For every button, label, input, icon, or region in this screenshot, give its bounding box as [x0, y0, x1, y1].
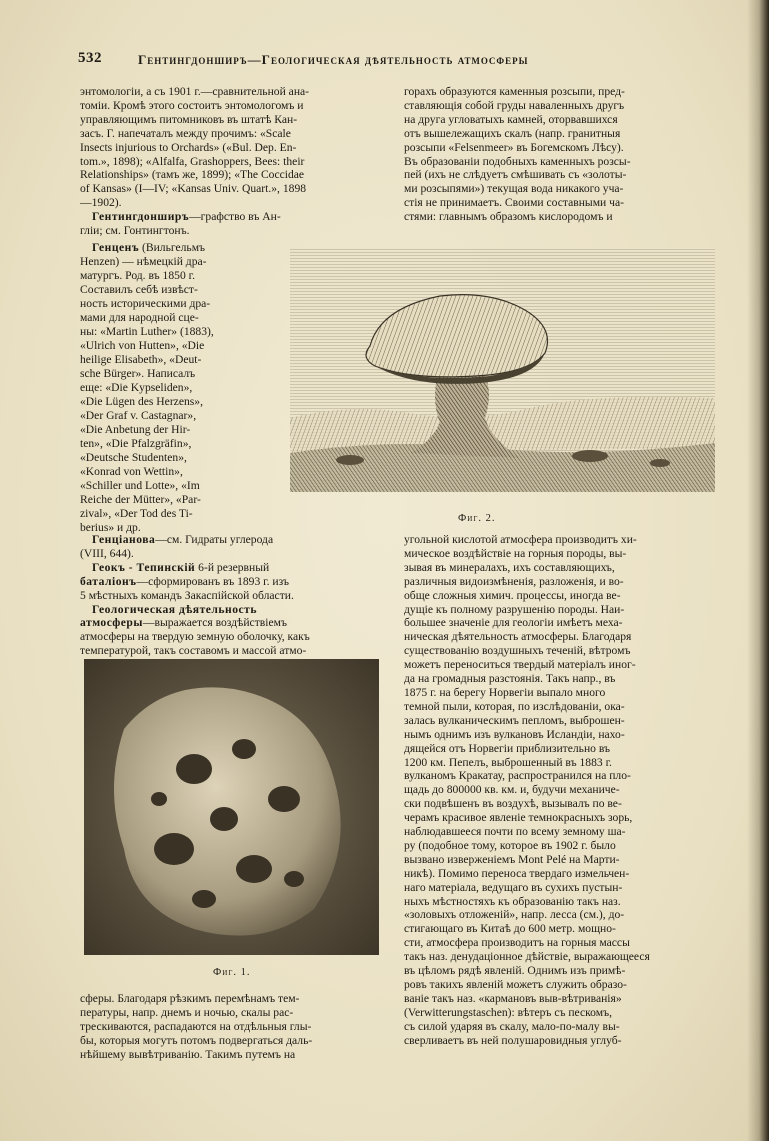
text-line: «Die Lügen des Herzens»,: [80, 395, 203, 408]
figure-1-weathered-rock: [84, 659, 379, 955]
text-line: въ цѣломъ рядѣ явленій. Однимъ изъ примѣ-: [404, 964, 626, 978]
text-line: of Kansas» (I—IV; «Kansas Univ. Quart.», 1898: [80, 182, 307, 196]
text-line: трескиваются, распадаются на отдѣльныя глы-: [80, 1019, 312, 1033]
text-line: «Konrad von Wettin»,: [80, 465, 183, 478]
text-line: пературы, напр. днемъ и ночью, скалы рас-: [80, 1005, 294, 1019]
text-line: мическое воздѣйствіе на горныя породы, вы-: [404, 546, 627, 560]
text-line: «золовыхъ отложеній», напр. лесса (см.), до-: [404, 908, 625, 922]
text-line: сверливаетъ въ ней полушаровидныя углуб-: [404, 1033, 622, 1047]
text-line: ваніе такъ наз. «кармановъ выв-вѣтриванія»: [404, 991, 622, 1005]
text-line: щадь до 800000 кв. км. и, будучи механиче-: [404, 783, 620, 797]
entomology-paragraph: [80, 85, 385, 210]
atmosphere-paragraph: [404, 533, 716, 1048]
entry-gentingdonshir-cont: гліи; см. Гонтингтонъ.: [80, 224, 190, 238]
text-line: «Der Graf v. Castagnar»,: [80, 409, 197, 422]
text-line: ническая дѣятельность атмосферы. Благодаря: [404, 630, 632, 644]
text-line: (Verwitterungstaschen): вѣтеръ съ пескомъ,: [404, 1005, 612, 1019]
text-line: темной пыли, которая, по изслѣдованіи, ока-: [404, 699, 625, 713]
text-line: дущіе къ полному разрушенію породы. Наи-: [404, 602, 625, 616]
text-line: залась вулканическимъ пепломъ, выброшен-: [404, 713, 625, 727]
text-line: ны: «Martin Luther» (1883),: [80, 325, 214, 338]
text-line: засъ. Г. напечаталъ между прочимъ: «Scale: [80, 126, 291, 140]
text-line: ten», «Die Pfalzgräfin»,: [80, 437, 192, 450]
rock-rubble-paragraph: [404, 85, 716, 224]
page-edge-shadow: [747, 0, 769, 1141]
text-line: стями: главнымъ образомъ кислородомъ и: [404, 210, 613, 224]
text-line: томіи. Кромѣ этого состоитъ энтомологомъ и: [80, 98, 304, 112]
text-line: ски подвѣшенъ въ воздухѣ, вызывалъ по ве-: [404, 797, 622, 811]
text-line: «Ulrich von Hutten», «Die: [80, 339, 205, 352]
text-line: съ силой ударяя въ скалу, мало-по-малу вы-: [404, 1019, 620, 1033]
column-left-bottom: [80, 992, 385, 1062]
text-line: стія не принимаетъ. Своими составными ча-: [404, 196, 624, 210]
entry-headword: баталіонъ: [80, 574, 137, 588]
text-line: Henzen) — нѣмецкій дра-: [80, 255, 207, 268]
text-line: ру (подобное тому, которое въ 1902 г. было: [404, 838, 616, 852]
entry-geological-activity: [80, 603, 385, 617]
text-line: еще: «Die Kypseliden»,: [80, 381, 193, 394]
entry-headword: Гентингдонширъ: [92, 210, 190, 224]
text-line: отъ вышележащихъ скалъ (напр. гранитныя: [404, 126, 621, 140]
entry-headword: Геокъ - Тепинскій: [92, 560, 196, 574]
text-line: наблюдавшееся почти по всему земному ша-: [404, 825, 626, 839]
text-line: Составилъ себѣ извѣст-: [80, 283, 198, 296]
text-line: сти, атмосфера производитъ на горныя массы: [404, 936, 630, 950]
text-line: никѣ). Помимо переноса твердаго измельчен-: [404, 866, 630, 880]
figure-2-caption: Фиг. 2.: [458, 513, 496, 524]
genzen-first-line: Генценъ (Вильгельмъ: [92, 241, 206, 254]
text-line: дящейся отъ Норвегіи приблизительно въ: [404, 741, 611, 755]
text-line: управляющимъ питомниковъ въ штатѣ Кан-: [80, 112, 298, 126]
text-line: Въ образованіи подобныхъ каменныхъ розсы-: [404, 154, 631, 168]
text-line: вулканомъ Кракатау, распространился на пло-: [404, 769, 631, 783]
text-line: энтомологіи, а съ 1901 г.—сравнительной ана-: [80, 85, 310, 98]
figure-2-mushroom-rock: [290, 248, 715, 492]
text-line: ставляющія собой груды наваленныхъ другъ: [404, 98, 625, 112]
text-line: 1200 км. Пепелъ, выброшенный въ 1883 г.: [404, 755, 612, 769]
text-line: berius» и др.: [80, 521, 141, 534]
text-line: sche Bürger». Написалъ: [80, 367, 196, 380]
figure-1-caption: Фиг. 1.: [213, 967, 251, 978]
text-line: tom.», 1898); «Alfalfa, Grashoppers, Bees: their: [80, 154, 305, 168]
entry-headword: Генціанова: [92, 533, 156, 546]
entry-gentingdonshir: Гентингдонширъ—графство въ Ан-: [92, 210, 281, 224]
page-number: 532: [78, 50, 102, 66]
text-line: черамъ красивое явленіе темнокрасныхъ зорь,: [404, 811, 633, 825]
text-line: угольной кислотой атмосфера производитъ хи-: [404, 533, 637, 546]
entry-geok-tepinsky: Геокъ - Тепинскій 6-й резервный: [92, 560, 270, 574]
text-line: стигающаго въ Китаѣ до 600 метр. мощно-: [404, 922, 616, 936]
text-line: Insects injurious to Orchards» («Bul. Dep. En-: [80, 140, 297, 154]
text-line: zival», «Der Tod des Ti-: [80, 507, 193, 520]
entry-headword: Генценъ: [92, 241, 140, 254]
text-line: нымъ однимъ изъ вулкановъ Исландіи, нахо-: [404, 727, 625, 741]
text-line: большее значеніе для геологіи имѣетъ меха-: [404, 616, 623, 630]
text-line: «Schiller und Lotte», «Im: [80, 479, 200, 492]
text-line: Reiche der Mütter», «Par-: [80, 493, 201, 506]
text-line: наго матеріала, ведущаго въ сухихъ пустын-: [404, 880, 623, 894]
text-line: такъ наз. денудаціонное дѣйствіе, выражающееся: [404, 950, 650, 964]
entry-headword: Геологическая дѣятельность: [92, 602, 257, 616]
text-line: матургъ. Род. въ 1850 г.: [80, 269, 195, 282]
text-line: да на громадныя разстоянія. Такъ напр., въ: [404, 672, 616, 686]
text-line: существованію воздушныхъ теченій, вѣтромъ: [404, 644, 631, 658]
text-line: «Deutsche Studenten»,: [80, 451, 187, 464]
entry-genciana: Генціанова—см. Гидраты углерода: [92, 533, 274, 546]
text-line: ми розсыпями») текущая вода никакого уча-: [404, 182, 624, 196]
text-line: ныхъ мѣстностяхъ къ образованію такъ наз.: [404, 894, 621, 908]
column-right-lower: [404, 533, 716, 1048]
text-line: на друга угловатыхъ камней, оторвавшихся: [404, 112, 618, 126]
text-line: пей (ихъ не слѣдуетъ смѣшивать съ «золоты-: [404, 168, 627, 182]
text-line: ность историческими дра-: [80, 297, 211, 310]
genzen-body: [80, 255, 250, 535]
column-right-top: [404, 85, 716, 224]
text-line: можетъ переноситься твердый матеріалъ иног-: [404, 658, 636, 672]
text-line: различныя видоизмѣненія, разложенія, и во-: [404, 574, 624, 588]
text-line: ровъ такихъ явленій можетъ служить образо-: [404, 978, 627, 991]
column-left-top: [80, 85, 385, 238]
text-line: 1875 г. на берегу Норвегіи выпало много: [404, 685, 606, 699]
text-line: heilige Elisabeth», «Deut-: [80, 353, 202, 366]
weathering-paragraph: [80, 992, 385, 1062]
text-line: мами для народной сце-: [80, 311, 199, 324]
text-line: вызвано изверженіемъ Mont Pelé на Марти-: [404, 852, 620, 866]
running-title: Гентингдонширъ—Геологическая дѣятельность атмосферы: [138, 52, 529, 67]
text-line: бы, которыя могутъ потомъ подвергаться даль-: [80, 1033, 313, 1047]
text-line: «Die Anbetung der Hir-: [80, 423, 191, 436]
text-line: розсыпи «Felsenmeer» въ Богемскомъ Лѣсу).: [404, 140, 624, 154]
text-line: Relationships» (тамъ же, 1899); «The Coccidae: [80, 168, 305, 182]
text-line: обще сложныя химич. процессы, иногда ве-: [404, 588, 621, 602]
text-line: сферы. Благодаря рѣзкимъ перемѣнамъ тем-: [80, 992, 300, 1005]
text-line: горахъ образуются каменныя розсыпи, пред-: [404, 85, 625, 98]
text-line: зывая въ минералахъ, ихъ составляющихъ,: [404, 560, 615, 574]
entry-genzen: [80, 241, 250, 535]
text-line: нѣйшему вывѣтриванію. Такимъ путемъ на: [80, 1047, 296, 1061]
page-header: [78, 50, 704, 72]
text-line: —1902).: [80, 196, 122, 210]
column-left-lower: Генціанова—см. Гидраты углерода (VIII, 644). Геокъ - Тепинскій 6-й резервный баталіонъ—сформированъ въ 1893 г. изъ 5 мѣстныхъ командъ Закаспійской области. Геологическая дѣятельность атмосферы—выражается воздѣйствіемъ атмосферы на твердую земную оболочку, какъ температурой, такъ составомъ и массой атмо-: [80, 533, 385, 658]
